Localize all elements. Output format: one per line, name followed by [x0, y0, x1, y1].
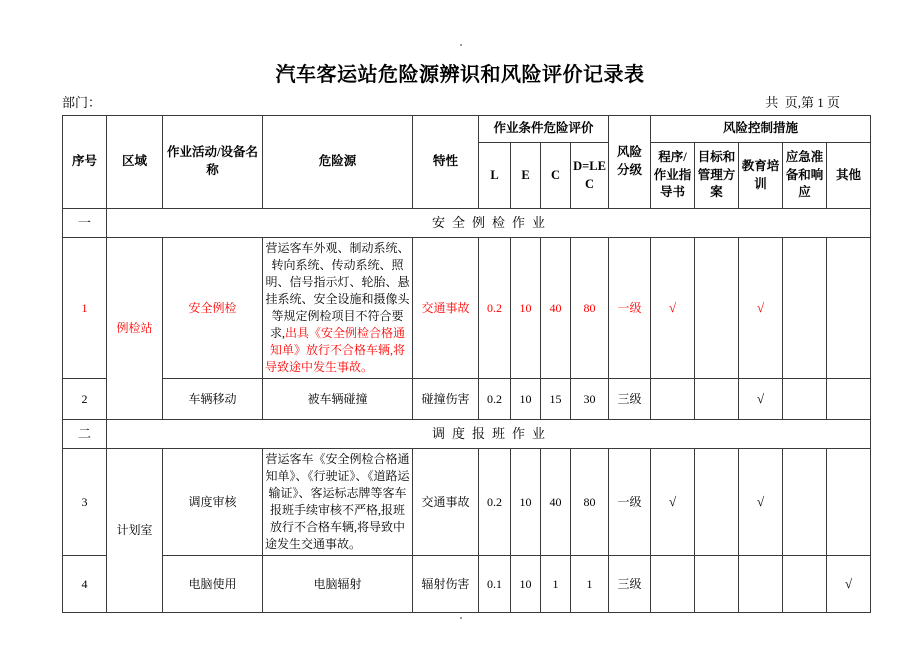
cell-c: 40: [541, 449, 571, 556]
cell-ctrl-procedure: [651, 556, 695, 613]
cell-ctrl-training: √: [739, 238, 783, 379]
section-divider-row: [63, 420, 871, 449]
page-number-info: 共 页,第 1 页: [765, 95, 840, 110]
header-control-group: 风险控制措施: [651, 116, 871, 143]
cell-ctrl-other: [827, 238, 871, 379]
cell-hazard: [263, 238, 413, 379]
cell-activity: 车辆移动: [163, 379, 263, 420]
section-label: 二: [63, 420, 107, 449]
header-c: C: [541, 143, 571, 209]
header-risk-level: 风险分级: [609, 116, 651, 209]
cell-ctrl-emergency: [783, 556, 827, 613]
cell-c: 1: [541, 556, 571, 613]
cell-ctrl-emergency: [783, 379, 827, 420]
cell-hazard: 营运客车《安全例检合格通知单》、《行驶证》、《道路运输证》、客运标志牌等客车报班手续审核不严格,报班放行不合格车辆,将导致中途发生交通事故。: [263, 449, 413, 556]
cell-seq: 4: [63, 556, 107, 613]
cell-l: 0.2: [479, 449, 511, 556]
cell-ctrl-emergency: [783, 449, 827, 556]
header-ctrl-emergency: 应急准备和响应: [783, 143, 827, 209]
header-ctrl-other: 其他: [827, 143, 871, 209]
cell-ctrl-emergency: [783, 238, 827, 379]
hazard-text-black: 营运客车外观、制动系统、转向系统、传动系统、照明、信号指示灯、轮胎、悬挂系统、安全设施和摄像头等规定例检项目不符合要求,: [265, 241, 410, 341]
cell-e: 10: [511, 449, 541, 556]
cell-ctrl-target: [695, 238, 739, 379]
cell-c: 40: [541, 238, 571, 379]
header-activity: 作业活动/设备名称: [163, 116, 263, 209]
cell-ctrl-training: √: [739, 449, 783, 556]
cell-e: 10: [511, 238, 541, 379]
cell-l: 0.2: [479, 379, 511, 420]
cell-characteristic: 交通事故: [413, 449, 479, 556]
cell-ctrl-training: √: [739, 379, 783, 420]
cell-l: 0.1: [479, 556, 511, 613]
cell-activity: 电脑使用: [163, 556, 263, 613]
cell-c: 15: [541, 379, 571, 420]
header-ctrl-target: 目标和管理方案: [695, 143, 739, 209]
cell-seq: 3: [63, 449, 107, 556]
table-row: [63, 238, 871, 379]
cell-activity: 调度审核: [163, 449, 263, 556]
cell-risk-level: 一级: [609, 238, 651, 379]
header-area: 区域: [107, 116, 163, 209]
header-hazard: 危险源: [263, 116, 413, 209]
cell-ctrl-procedure: √: [651, 449, 695, 556]
cell-risk-level: 三级: [609, 556, 651, 613]
header-seq: 序号: [63, 116, 107, 209]
header-characteristic: 特性: [413, 116, 479, 209]
cell-risk-level: 三级: [609, 379, 651, 420]
section-title: 安全例检作业: [107, 209, 871, 238]
cell-ctrl-other: [827, 449, 871, 556]
cell-d: 80: [571, 238, 609, 379]
cell-ctrl-procedure: √: [651, 238, 695, 379]
section-divider-row: [63, 209, 871, 238]
section-title: 调度报班作业: [107, 420, 871, 449]
cell-seq: 2: [63, 379, 107, 420]
cell-d: 1: [571, 556, 609, 613]
hazard-text-red: 出具《安全例检合格通知单》放行不合格车辆,将导致途中发生事故。: [265, 326, 406, 375]
cell-ctrl-other: √: [827, 556, 871, 613]
table-row: [63, 379, 871, 420]
page-title: 汽车客运站危险源辨识和风险评价记录表: [275, 64, 645, 86]
cell-area: 计划室: [107, 449, 163, 613]
cell-d: 80: [571, 449, 609, 556]
cell-d: 30: [571, 379, 609, 420]
cell-hazard: 电脑辐射: [263, 556, 413, 613]
header-d: D=LEC: [571, 143, 609, 209]
cell-risk-level: 一级: [609, 449, 651, 556]
cell-area: 例检站: [107, 238, 163, 420]
cell-e: 10: [511, 556, 541, 613]
cell-hazard: 被车辆碰撞: [263, 379, 413, 420]
cell-ctrl-training: [739, 556, 783, 613]
header-ctrl-training: 教育培训: [739, 143, 783, 209]
cell-ctrl-other: [827, 379, 871, 420]
cell-characteristic: 碰撞伤害: [413, 379, 479, 420]
cell-activity: 安全例检: [163, 238, 263, 379]
cell-ctrl-procedure: [651, 379, 695, 420]
header-evaluation-group: 作业条件危险评价: [479, 116, 609, 143]
table-row: [63, 556, 871, 613]
cell-ctrl-target: [695, 556, 739, 613]
cell-ctrl-target: [695, 449, 739, 556]
header-ctrl-procedure: 程序/作业指导书: [651, 143, 695, 209]
cell-seq: 1: [63, 238, 107, 379]
cell-e: 10: [511, 379, 541, 420]
cell-characteristic: 辐射伤害: [413, 556, 479, 613]
cell-l: 0.2: [479, 238, 511, 379]
header-l: L: [479, 143, 511, 209]
section-label: 一: [63, 209, 107, 238]
table-header-row-1: [63, 116, 871, 143]
cell-characteristic: 交通事故: [413, 238, 479, 379]
page-bottom-marker: [460, 617, 462, 619]
table-row: [63, 449, 871, 556]
department-label: 部门：: [62, 95, 102, 110]
cell-ctrl-target: [695, 379, 739, 420]
header-e: E: [511, 143, 541, 209]
risk-assessment-table: [62, 115, 871, 613]
page-top-marker: [460, 44, 462, 46]
document-meta: [62, 92, 858, 112]
